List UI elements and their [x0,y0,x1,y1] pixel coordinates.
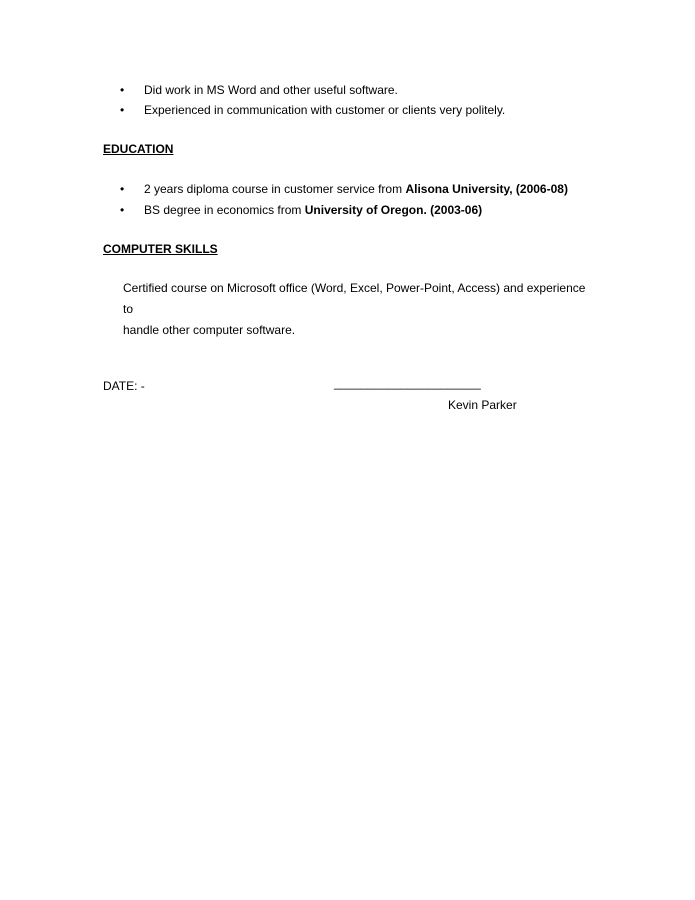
date-label: DATE: - [103,379,145,393]
education-item-2 [120,204,482,216]
education-item-text: 2 years diploma course in customer service from [144,182,406,196]
computer-skills-line-2: handle other computer software. [123,323,296,337]
education-item-institution: Alisona University, (2006-08) [405,182,568,196]
education-item-institution: University of Oregon. (2003-06) [304,203,483,217]
signatory-name: Kevin Parker [448,398,517,412]
education-heading: EDUCATION [103,142,174,156]
experience-bullet-1 [120,84,398,96]
education-item-1 [120,183,568,195]
bullet-icon: • [120,182,125,196]
computer-skills-heading: COMPUTER SKILLS [103,242,218,256]
signature-line: ______________________ [334,376,481,390]
experience-bullet-text: Experienced in communication with customer or clients very politely. [144,103,506,117]
computer-skills-paragraph [123,278,593,341]
bullet-icon: • [120,103,125,117]
experience-bullet-2 [120,104,505,116]
bullet-icon: • [120,83,125,97]
education-item-text: BS degree in economics from [144,203,305,217]
experience-bullet-text: Did work in MS Word and other useful software. [144,83,398,97]
bullet-icon: • [120,203,125,217]
computer-skills-line-1: Certified course on Microsoft office (Word, Excel, Power-Point, Access) and experience to [123,281,586,316]
